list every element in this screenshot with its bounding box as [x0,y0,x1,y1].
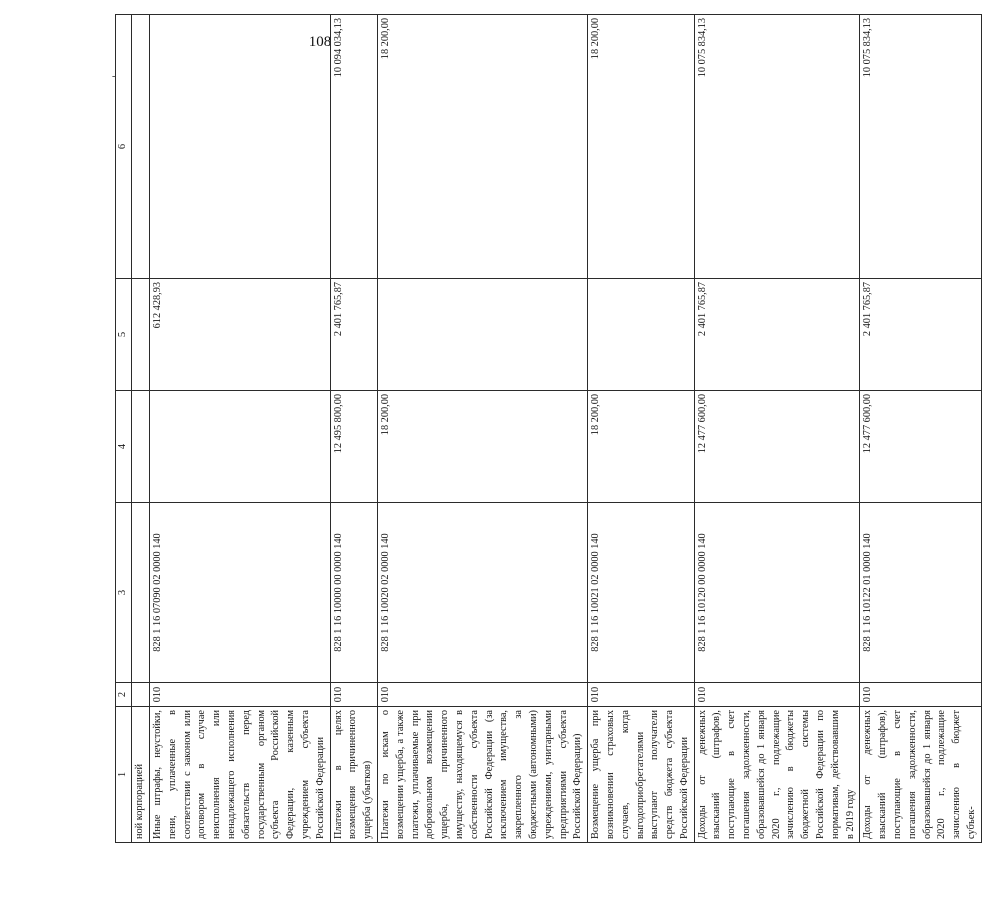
row-actual-cell [132,279,150,391]
row-plan-cell: 12 477 600,00 [694,391,860,503]
row-remaining-cell: 10 094 034,13 [330,15,377,279]
row-code-cell: 010 [377,683,587,707]
row-remaining-cell [132,15,150,279]
row-remaining-cell: 18 200,00 [377,15,587,279]
row-kbk-cell: 828 1 16 10000 00 0000 140 [330,503,377,683]
table-row [377,15,587,843]
table-row [588,15,695,843]
header-cell-4: 4 [116,391,132,503]
table-row [150,15,331,843]
header-cell-2: 2 [116,683,132,707]
row-name-cell: Платежи в целях возмещения причиненного ущерба (убытков) [330,707,377,843]
table-header-row [116,15,132,843]
row-actual-cell: 2 401 765,87 [694,279,860,391]
row-actual-cell: 612 428,93 [150,279,331,391]
row-actual-cell: 2 401 765,87 [860,279,981,391]
row-remaining-cell: 18 200,00 [588,15,695,279]
row-plan-cell: 18 200,00 [377,391,587,503]
row-kbk-cell: 828 1 16 10122 01 0000 140 [860,503,981,683]
row-kbk-cell: 828 1 16 10120 00 0000 140 [694,503,860,683]
row-name-cell: Возмещение ущерба при возникновении страховых случаев, когда выгодоприобретателями выступают получатели средств бюджета субъекта Российской Федерации [588,707,695,843]
row-kbk-cell: 828 1 16 10020 02 0000 140 [377,503,587,683]
table-row [860,15,981,843]
row-name-cell: Платежи по искам о возмещении ущерба, а также платежи, уплачиваемые при добровольном возмещении ущерба, причиненного имуществу, находящемуся в собственности субъекта Российской Федерации (за исключением имущества, закрепленного за бюджетными (автономными) учреждениями, унитарными предприятиями субъекта Российской Федерации) [377,707,587,843]
rotated-table-container [115,15,978,843]
row-code-cell: 010 [330,683,377,707]
revenue-table [115,14,982,843]
row-actual-cell [377,279,587,391]
table-row [330,15,377,843]
header-cell-3: 3 [116,503,132,683]
row-kbk-cell: 828 1 16 10021 02 0000 140 [588,503,695,683]
row-remaining-cell: 10 075 834,13 [860,15,981,279]
row-plan-cell: 18 200,00 [588,391,695,503]
row-name-cell: ной корпорацией [132,707,150,843]
row-code-cell: 010 [150,683,331,707]
row-code-cell: 010 [588,683,695,707]
header-cell-5: 5 [116,279,132,391]
margin-mark: - [112,71,116,82]
row-plan-cell: 12 495 800,00 [330,391,377,503]
row-code-cell: 010 [860,683,981,707]
row-remaining-cell: 10 075 834,13 [694,15,860,279]
row-actual-cell: 2 401 765,87 [330,279,377,391]
page-number: 108 [308,34,332,50]
row-kbk-cell: 828 1 16 07090 02 0000 140 [150,503,331,683]
header-cell-6: 6 [116,15,132,279]
row-name-cell: Иные штрафы, неустойки, пени, уплаченные в соответствии с законом или договором в случае неисполнения или ненадлежащего исполнения обязательств перед государственным органом субъекта Российской Федерации, казенным учреждением субъекта Российской Федерации [150,707,331,843]
row-remaining-cell [150,15,331,279]
row-name-cell: Доходы от денежных взысканий (штрафов), поступающие в счет погашения задолженности, образовавшейся до 1 января 2020 г., подлежащие зачислению в бюджеты бюджетной системы Российской Федерации по нормативам, действовавшим в 2019 году [694,707,860,843]
row-actual-cell [588,279,695,391]
row-name-cell: Доходы от денежных взысканий (штрафов), поступающие в счет погашения задолженности, образовавшейся до 1 января 2020 г., подлежащие зачислению в бюджет субъек- [860,707,981,843]
row-plan-cell: 12 477 600,00 [860,391,981,503]
row-code-cell [132,683,150,707]
row-code-cell: 010 [694,683,860,707]
table-row [132,15,150,843]
table-row [694,15,860,843]
row-plan-cell [150,391,331,503]
header-cell-1: 1 [116,707,132,843]
row-plan-cell [132,391,150,503]
row-kbk-cell [132,503,150,683]
